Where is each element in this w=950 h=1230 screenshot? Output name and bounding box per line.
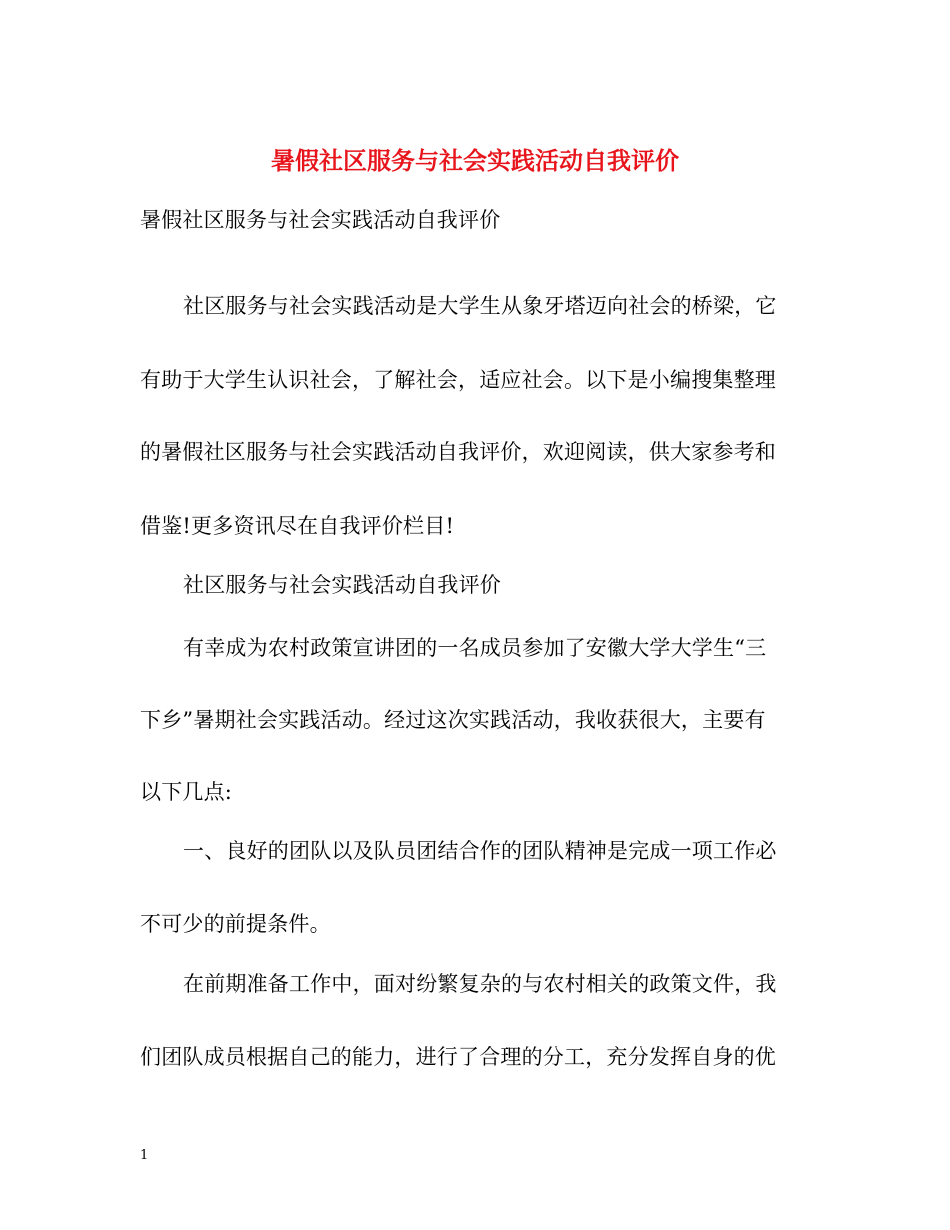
paragraph-line: 有助于大学生认识社会，了解社会，适应社会。以下是小编搜集整理 <box>140 368 776 392</box>
paragraph-line: 不可少的前提条件。 <box>140 912 331 936</box>
paragraph-line: 们团队成员根据自己的能力，进行了合理的分工，充分发挥自身的优 <box>140 1045 776 1069</box>
paragraph-line: 有幸成为农村政策宣讲团的一名成员参加了安徽大学大学生“三 <box>183 636 767 660</box>
page-number: 1 <box>140 1148 149 1163</box>
paragraph-line: 以下几点: <box>140 780 233 804</box>
paragraph-line: 借鉴!更多资讯尽在自我评价栏目! <box>140 514 455 538</box>
paragraph-line: 的暑假社区服务与社会实践活动自我评价，欢迎阅读，供大家参考和 <box>140 440 776 464</box>
document-subtitle: 暑假社区服务与社会实践活动自我评价 <box>140 208 501 232</box>
paragraph-line: 下乡”暑期社会实践活动。经过这次实践活动，我收获很大，主要有 <box>140 708 766 732</box>
paragraph-line: 一、良好的团队以及队员团结合作的团队精神是完成一项工作必 <box>183 839 777 863</box>
paragraph-line: 在前期准备工作中，面对纷繁复杂的与农村相关的政策文件，我 <box>183 972 777 996</box>
section-heading: 社区服务与社会实践活动自我评价 <box>183 573 501 597</box>
paragraph-line: 社区服务与社会实践活动是大学生从象牙塔迈向社会的桥梁，它 <box>183 294 777 318</box>
document-title: 暑假社区服务与社会实践活动自我评价 <box>271 146 679 175</box>
